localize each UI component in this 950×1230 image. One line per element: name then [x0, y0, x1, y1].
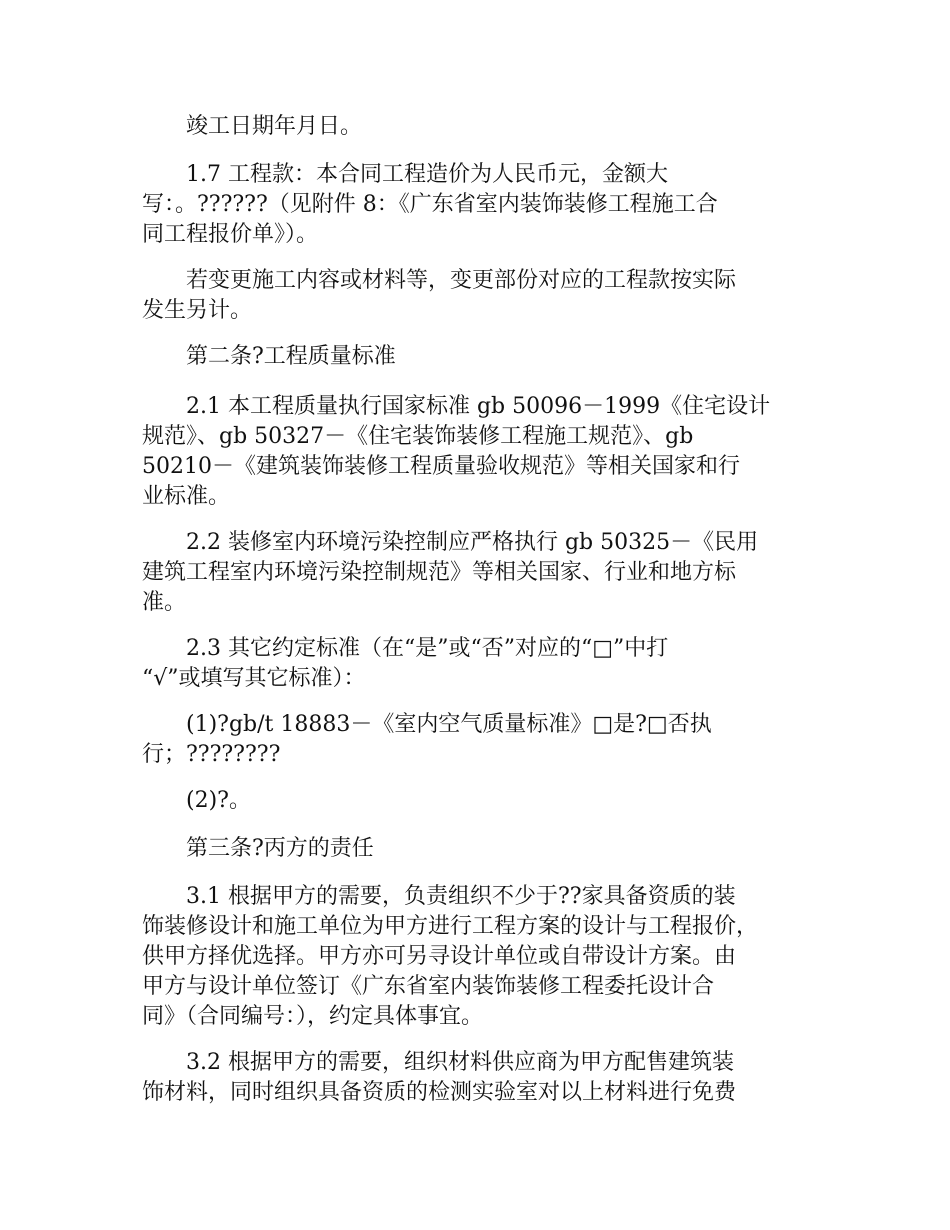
- paragraph-2-2-pollution-control: [142, 528, 842, 618]
- text-line: 若变更施工内容或材料等，变更部份对应的工程款按实际: [186, 268, 737, 293]
- text-line: 2.2 装修室内环境污染控制应严格执行 gb 50325－《民用: [186, 530, 759, 555]
- text-line: 第三条?丙方的责任: [186, 836, 374, 861]
- text-line: 2.3 其它约定标准（在“是”或“否”对应的“□”中打: [186, 636, 669, 661]
- paragraph-item-1-air-quality: [142, 710, 842, 770]
- text-line: 3.1 根据甲方的需要，负责组织不少于??家具备资质的装: [186, 884, 736, 909]
- heading-article-2: [142, 342, 842, 372]
- text-line: 建筑工程室内环境污染控制规范》等相关国家、行业和地方标: [142, 560, 737, 585]
- text-line: “√”或填写其它标准）：: [142, 666, 366, 691]
- text-line: 竣工日期年月日。: [186, 114, 363, 139]
- paragraph-2-3-other-standards: [142, 634, 842, 694]
- paragraph-change-cost: [142, 266, 842, 326]
- paragraph-item-2: [142, 786, 842, 816]
- text-line: 第二条?工程质量标准: [186, 344, 396, 369]
- text-line: 准。: [142, 590, 187, 615]
- paragraph-3-2-material-supply: [142, 1048, 842, 1108]
- text-line: 饰装修设计和施工单位为甲方进行工程方案的设计与工程报价，: [142, 914, 759, 939]
- heading-article-3: [142, 834, 842, 864]
- text-line: 同》（合同编号：），约定具体事宜。: [142, 1004, 484, 1029]
- text-line: (2)?。: [186, 788, 251, 813]
- text-line: 写：。??????（见附件 8：《广东省室内装饰装修工程施工合: [142, 192, 718, 217]
- paragraph-2-1-quality-standard: [142, 392, 842, 512]
- text-line: 同工程报价单》）。: [142, 222, 319, 247]
- text-line: 行；????????: [142, 742, 281, 767]
- text-line: 50210－《建筑装饰装修工程质量验收规范》等相关国家和行: [142, 454, 740, 479]
- text-line: 2.1 本工程质量执行国家标准 gb 50096－1999《住宅设计: [186, 394, 771, 419]
- text-line: 3.2 根据甲方的需要，组织材料供应商为甲方配售建筑装: [186, 1050, 734, 1075]
- paragraph-3-1-design-organization: [142, 882, 842, 1032]
- text-line: 1.7 工程款：本合同工程造价为人民币元，金额大: [186, 162, 668, 187]
- text-line: 规范》、gb 50327－《住宅装饰装修工程施工规范》、gb: [142, 424, 694, 449]
- text-line: 业标准。: [142, 484, 231, 509]
- text-line: 甲方与设计单位签订《广东省室内装饰装修工程委托设计合: [142, 974, 715, 999]
- paragraph-completion-date: [142, 112, 842, 142]
- text-line: 饰材料，同时组织具备资质的检测实验室对以上材料进行免费: [142, 1080, 737, 1105]
- text-line: 发生另计。: [142, 298, 253, 323]
- text-line: (1)?gb/t 18883－《室内空气质量标准》□是?□否执: [186, 712, 712, 737]
- text-line: 供甲方择优选择。甲方亦可另寻设计单位或自带设计方案。由: [142, 944, 737, 969]
- paragraph-1-7-project-price: [142, 160, 842, 250]
